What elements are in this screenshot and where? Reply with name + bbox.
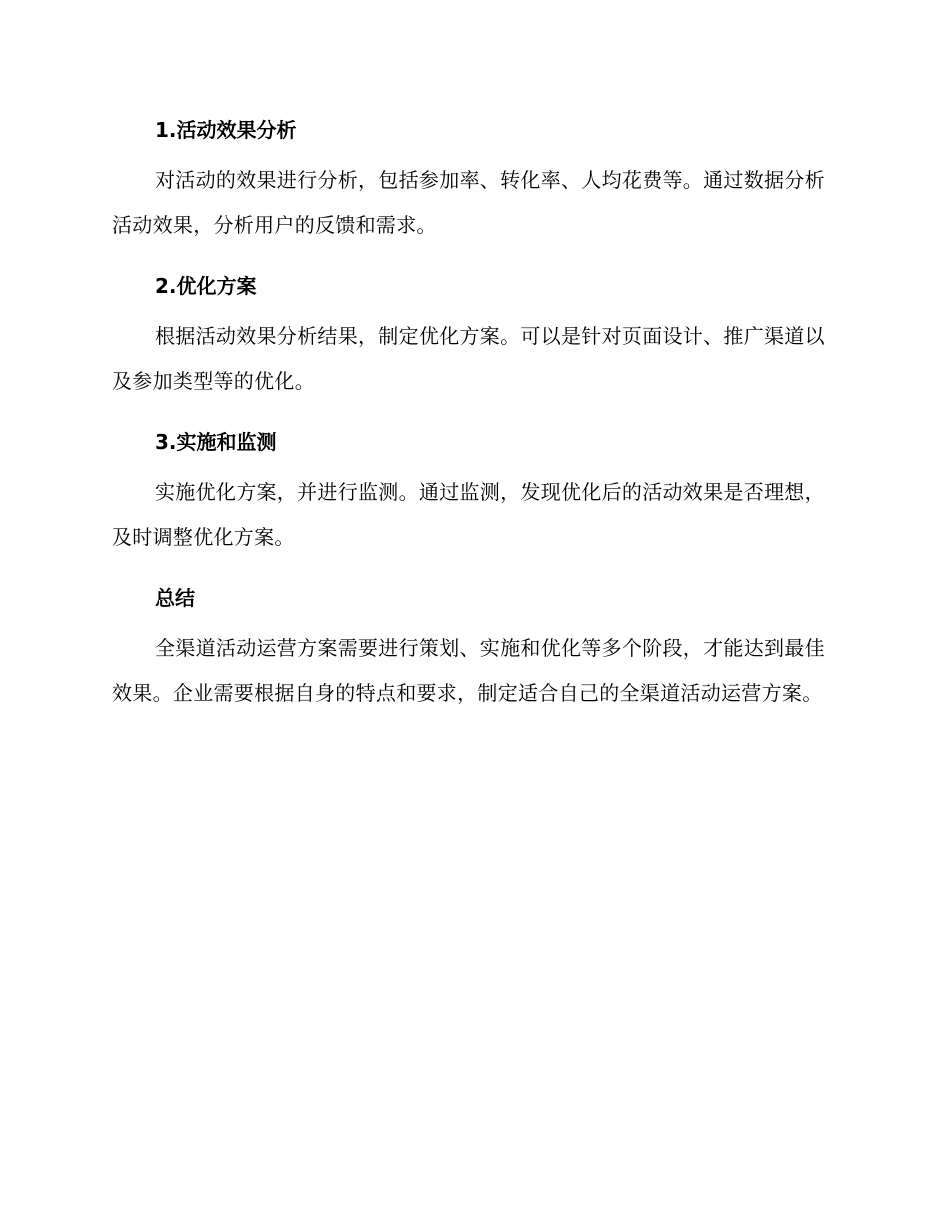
section-paragraph: 根据活动效果分析结果，制定优化方案。可以是针对页面设计、推广渠道以及参加类型等的优化。 (112, 324, 825, 393)
section-heading: 3.实施和监测 (155, 430, 277, 454)
section-heading: 1.活动效果分析 (155, 118, 297, 142)
section-paragraph: 实施优化方案，并进行监测。通过监测，发现优化后的活动效果是否理想，及时调整优化方案。 (112, 480, 825, 549)
section-summary (112, 576, 832, 716)
section-activity-analysis (112, 108, 832, 248)
document-content (112, 108, 832, 732)
section-optimization-plan (112, 264, 832, 404)
section-heading: 2.优化方案 (155, 274, 257, 298)
section-paragraph: 对活动的效果进行分析，包括参加率、转化率、人均花费等。通过数据分析活动效果，分析用户的反馈和需求。 (112, 168, 825, 237)
section-heading: 总结 (155, 586, 195, 610)
section-implementation-monitoring (112, 420, 832, 560)
section-paragraph: 全渠道活动运营方案需要进行策划、实施和优化等多个阶段，才能达到最佳效果。企业需要根据自身的特点和要求，制定适合自己的全渠道活动运营方案。 (112, 636, 825, 705)
